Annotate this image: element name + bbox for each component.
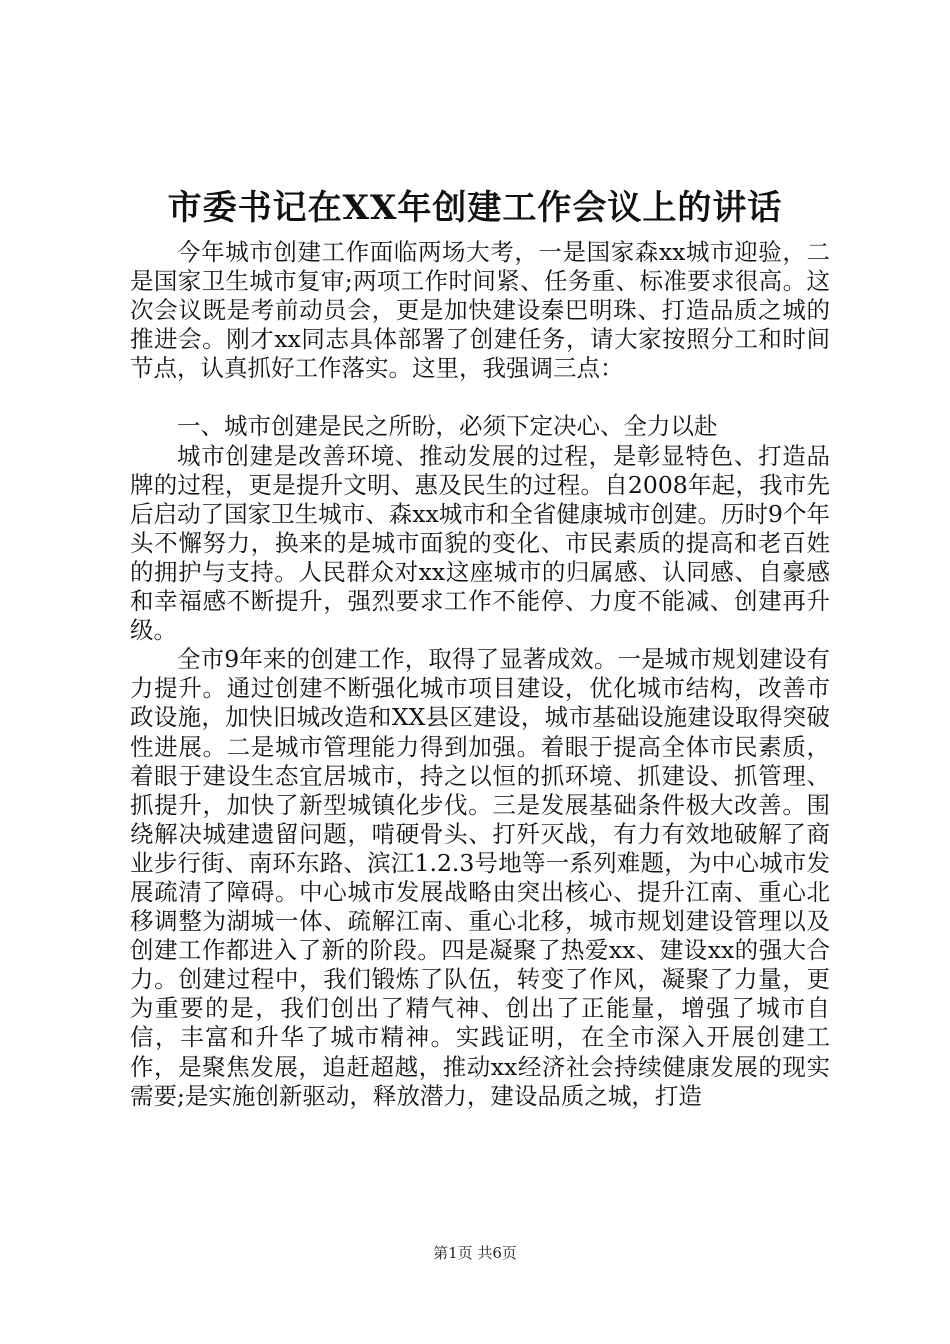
page-number-footer: 第1页 共6页 — [433, 1244, 517, 1262]
body-paragraph: 全市9年来的创建工作，取得了显著成效。一是城市规划建设有力提升。通过创建不断强化城市项目建设，优化城市结构，改善市政设施，加快旧城改造和XX县区建设，城市基础设施建设取得突破性进展。二是城市管理能力得到加强。着眼于提高全体市民素质，着眼于建设生态宜居城市，持之以恒的抓环境、抓建设、抓管理、抓提升，加快了新型城镇化步伐。三是发展基础条件极大改善。围绕解决城建遗留问题，啃硬骨头、打歼灭战，有力有效地破解了商业步行街、南环东路、滨江1.2.3号地等一系列难题，为中心城市发展疏清了障碍。中心城市发展战略由突出核心、提升江南、重心北移调整为湖城一体、疏解江南、重心北移，城市规划建设管理以及创建工作都进入了新的阶段。四是凝聚了热爱xx、建设xx的强大合力。创建过程中，我们锻炼了队伍，转变了作风，凝聚了力量，更为重要的是，我们创出了精气神、创出了正能量，增强了城市自信，丰富和升华了城市精神。实践证明，在全市深入开展创建工作，是聚焦发展，追赶超越，推动xx经济社会持续健康发展的现实需要;是实施创新驱动，释放潜力，建设品质之城，打造 — [130, 645, 830, 1110]
section-heading: 一、城市创建是民之所盼，必须下定决心、全力以赴 — [177, 412, 718, 441]
document-body — [130, 238, 830, 1111]
body-paragraph: 城市创建是改善环境、推动发展的过程，是彰显特色、打造品牌的过程，更是提升文明、惠及民生的过程。自2008年起，我市先后启动了国家卫生城市、森xx城市和全省健康城市创建。历时9个年头不懈努力，换来的是城市面貌的变化、市民素质的提高和老百姓的拥护与支持。人民群众对xx这座城市的归属感、认同感、自豪感和幸福感不断提升，强烈要求工作不能停、力度不能减、创建再升级。 — [130, 441, 830, 645]
intro-paragraph: 今年城市创建工作面临两场大考，一是国家森xx城市迎验，二是国家卫生城市复审;两项工作时间紧、任务重、标准要求很高。这次会议既是考前动员会，更是加快建设秦巴明珠、打造品质之城的推进会。刚才xx同志具体部署了创建任务，请大家按照分工和时间节点，认真抓好工作落实。这里，我强调三点： — [130, 238, 830, 383]
document-title: 市委书记在XX年创建工作会议上的讲话 — [167, 188, 783, 228]
